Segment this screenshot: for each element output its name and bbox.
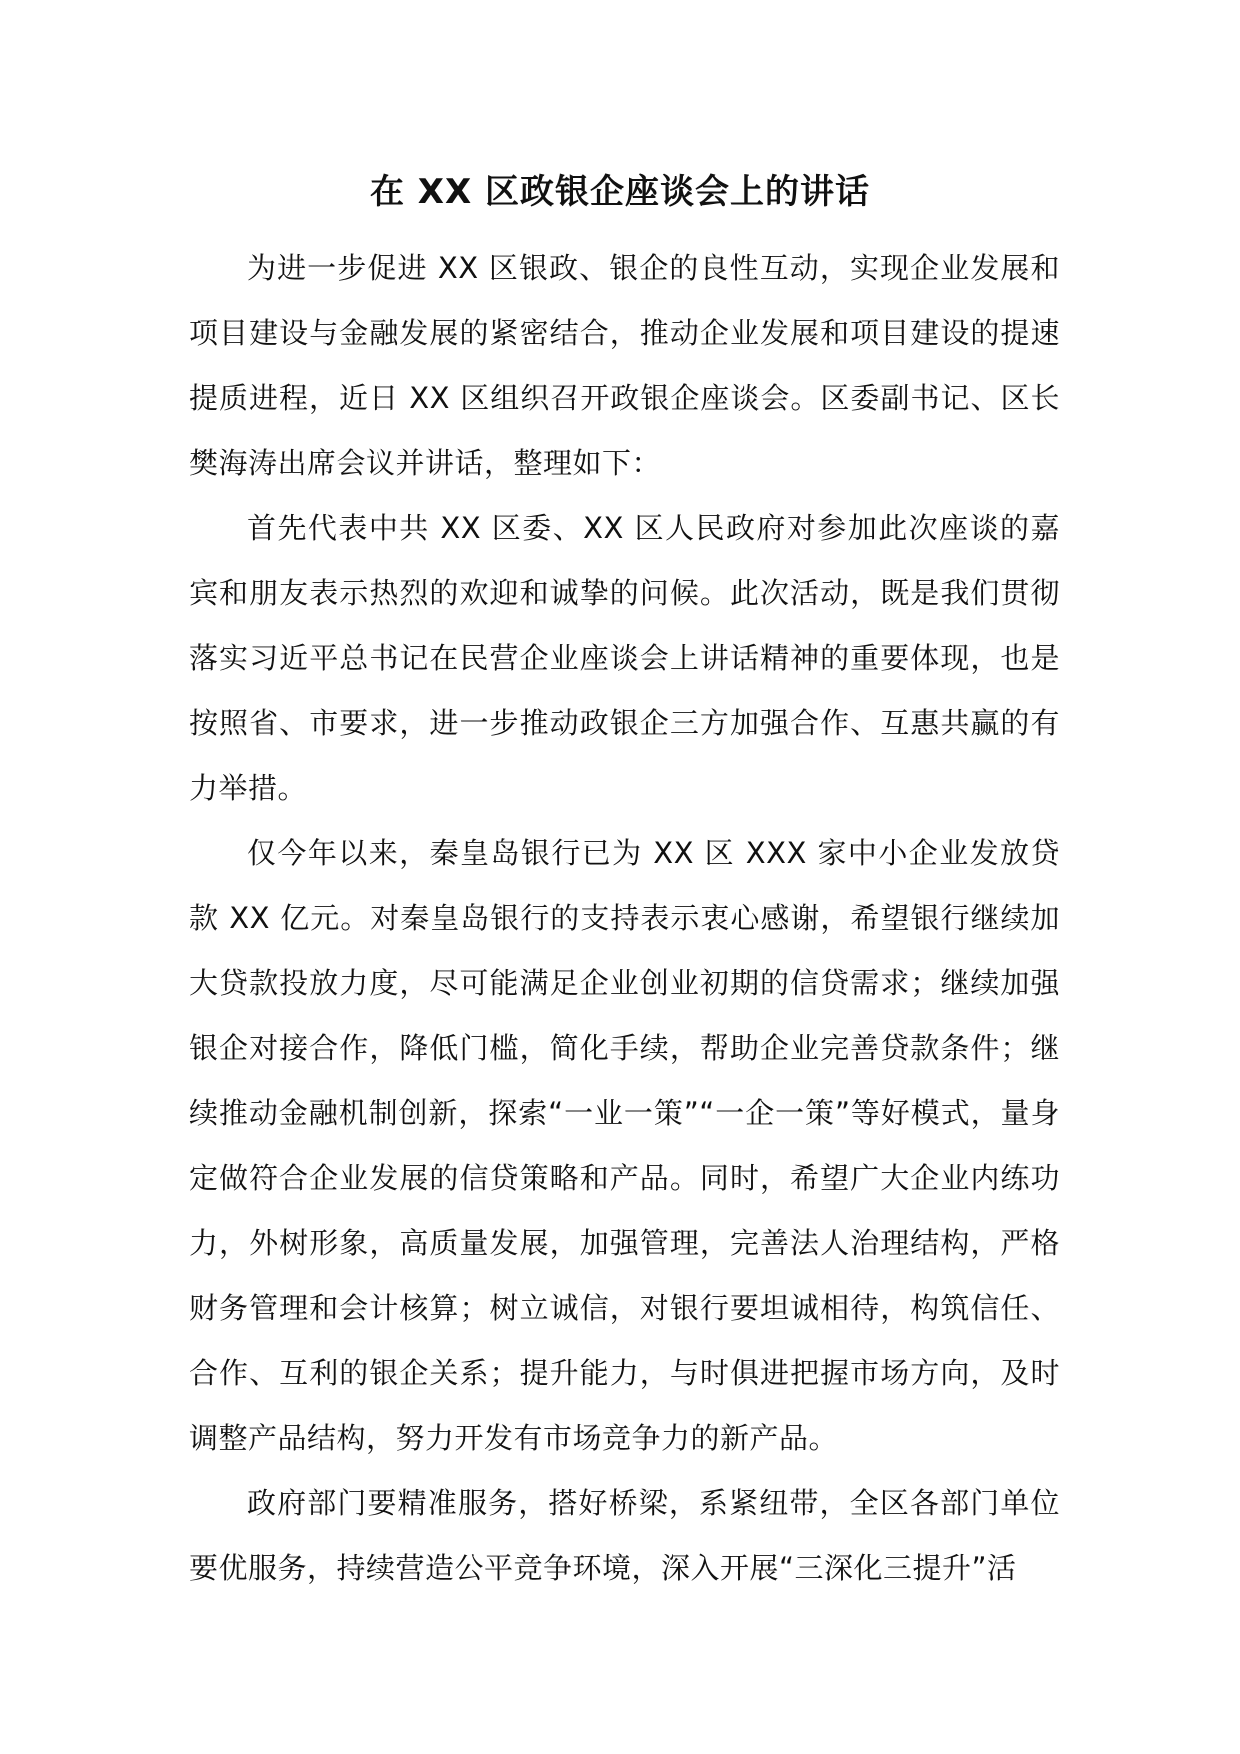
document-title: 在 XX 区政银企座谈会上的讲话 bbox=[369, 172, 871, 212]
document-body bbox=[189, 236, 1060, 1601]
paragraph-2: 首先代表中共 XX 区委、XX 区人民政府对参加此次座谈的嘉宾和朋友表示热烈的欢迎和诚挚的问候。此次活动，既是我们贯彻落实习近平总书记在民营企业座谈会上讲话精神的重要体现，也是按照省、市要求，进一步推动政银企三方加强合作、互惠共赢的有力举措。 bbox=[189, 511, 1060, 805]
paragraph-3: 仅今年以来，秦皇岛银行已为 XX 区 XXX 家中小企业发放贷款 XX 亿元。对秦皇岛银行的支持表示衷心感谢，希望银行继续加大贷款投放力度，尽可能满足企业创业初期的信贷需求；继续加强银企对接合作，降低门槛，简化手续，帮助企业完善贷款条件；继续推动金融机制创新，探索“一业一策”“一企一策”等好模式，量身定做符合企业发展的信贷策略和产品。同时，希望广大企业内练功力，外树形象，高质量发展，加强管理，完善法人治理结构，严格财务管理和会计核算；树立诚信，对银行要坦诚相待，构筑信任、合作、互利的银企关系；提升能力，与时俱进把握市场方向，及时调整产品结构，努力开发有市场竞争力的新产品。 bbox=[189, 836, 1060, 1455]
paragraph-4: 政府部门要精准服务，搭好桥梁，系紧纽带，全区各部门单位要优服务，持续营造公平竞争环境，深入开展“三深化三提升”活 bbox=[189, 1486, 1060, 1585]
paragraph-1: 为进一步促进 XX 区银政、银企的良性互动，实现企业发展和项目建设与金融发展的紧密结合，推动企业发展和项目建设的提速提质进程，近日 XX 区组织召开政银企座谈会。区委副书记、区长樊海涛出席会议并讲话，整理如下： bbox=[189, 251, 1060, 480]
